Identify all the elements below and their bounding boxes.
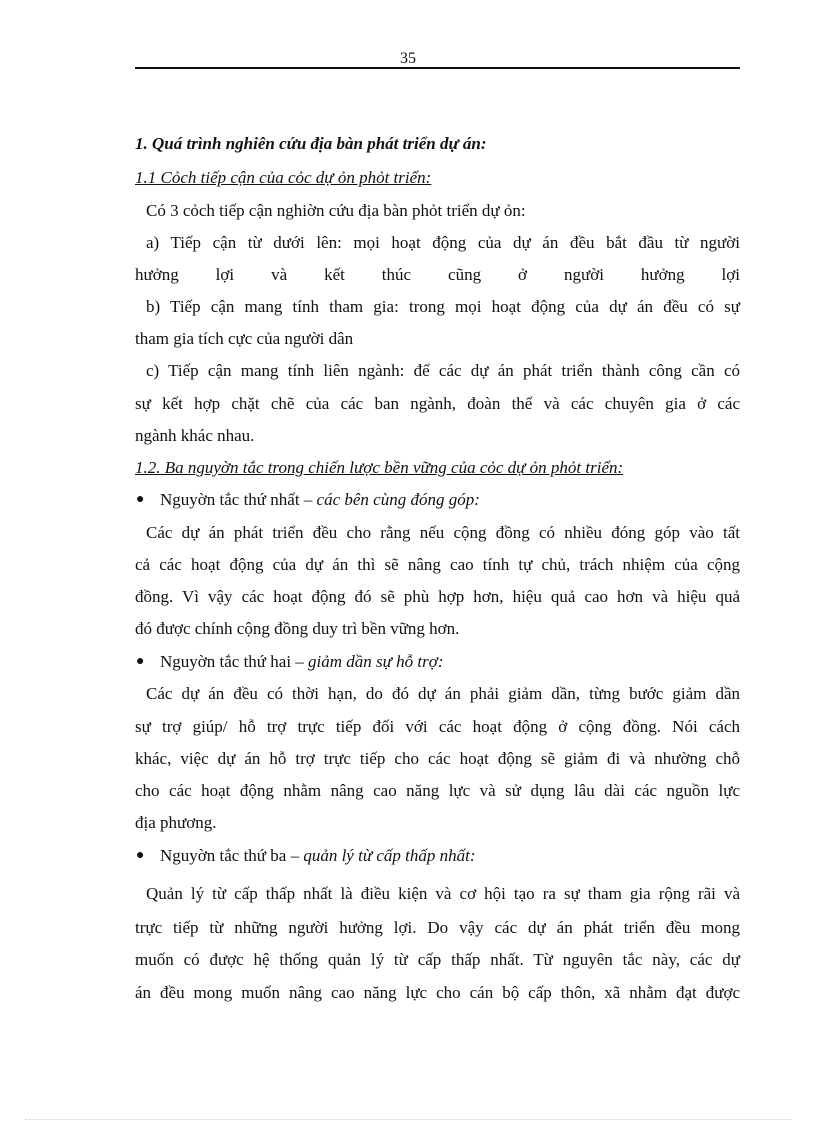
approach-c-line-1: c) Tiếp cận mang tính liên ngành: để các dự án phát triển thành công cần có [146,361,740,380]
bullet-icon: ● [136,848,145,863]
approach-b-line-1: b) Tiếp cận mang tính tham gia: trong mọi hoạt động của dự án đều có sự [146,297,740,316]
approach-a-line-2: hưởng lợi và kết thúc cũng ở người hưởng lợi [135,265,740,284]
principle-3-line-2: trực tiếp từ những người hưởng lợi. Do vậy các dự án phát triển đều mong [135,918,740,937]
principle-3-label: Nguyờn tắc thứ ba – [160,846,304,865]
principle-2-line-5: địa phương. [135,813,217,832]
bullet-icon: ● [136,654,145,669]
section-heading: 1. Quá trình nghiên cứu địa bàn phát triển dự án: [135,134,487,153]
principle-2-label: Nguyờn tắc thứ hai – [160,652,309,671]
principle-1-line-4: đó được chính cộng đồng duy trì bền vững hơn. [135,619,460,638]
approach-c-line-2: sự kết hợp chặt chẽ của các ban ngành, đoàn thể và các chuyên gia ở các [135,394,740,413]
principle-1-line-1: Các dự án phát triển đều cho rằng nếu cộng đồng có nhiều đóng góp vào tất [146,523,740,542]
page-edge-line [25,1119,791,1120]
principle-2-line-3: khác, việc dự án hỗ trợ trực tiếp cho các hoạt động sẽ giảm đi và nhường chỗ [135,749,740,768]
principle-2-heading [160,651,740,673]
approach-a-line-1: a) Tiếp cận từ dưới lên: mọi hoạt động của dự án đều bắt đầu từ người [146,233,740,252]
principle-1-heading [160,489,740,511]
principle-3-heading [160,845,740,867]
principle-3-title: quản lý từ cấp thấp nhất: [303,846,476,865]
principle-2-line-1: Các dự án đều có thời hạn, do đó dự án phải giảm dần, từng bước giảm dần [146,684,740,703]
principle-2-line-4: cho các hoạt động nhằm nâng cao năng lực và sử dụng lâu dài các nguồn lực [135,781,740,800]
principle-1-line-3: đồng. Vì vậy các hoạt động đó sẽ phù hợp hơn, hiệu quả cao hơn và hiệu quả [135,587,740,606]
principle-2-line-2: sự trợ giúp/ hỗ trợ trực tiếp đối với các hoạt động ở cộng đồng. Nói cách [135,717,740,736]
subsection-heading-2: 1.2. Ba nguyờn tắc trong chiến lược bền vững của cỏc dự ỏn phỏt triển: [135,458,624,477]
principle-1-line-2: cả các hoạt động của dự án thì sẽ nâng cao tính tự chủ, trách nhiệm của cộng [135,555,740,574]
header-rule [135,67,740,69]
principle-3-line-1: Quản lý từ cấp thấp nhất là điều kiện và cơ hội tạo ra sự tham gia rộng rãi và [146,884,740,903]
bullet-icon: ● [136,492,145,507]
intro-line: Có 3 cỏch tiếp cận nghiờn cứu địa bàn phỏt triển dự ỏn: [146,201,526,220]
principle-2-title: giảm dần sự hỗ trợ: [308,652,444,671]
approach-b-line-2: tham gia tích cực của người dân [135,329,354,348]
principle-3-line-3: muốn có được hệ thống quản lý từ cấp thấp nhất. Từ nguyên tắc này, các dự [135,950,740,969]
approach-c-line-3: ngành khác nhau. [135,426,255,445]
page-number: 35 [400,50,416,67]
principle-1-label: Nguyờn tắc thứ nhất – [160,490,317,509]
principle-1-title: các bên cùng đóng góp: [316,490,480,509]
subsection-heading-1: 1.1 Cỏch tiếp cận của cỏc dự ỏn phỏt triển: [135,168,432,187]
principle-3-line-4: án đều mong muốn nâng cao năng lực cho cán bộ cấp thôn, xã nhằm đạt được [135,983,740,1002]
